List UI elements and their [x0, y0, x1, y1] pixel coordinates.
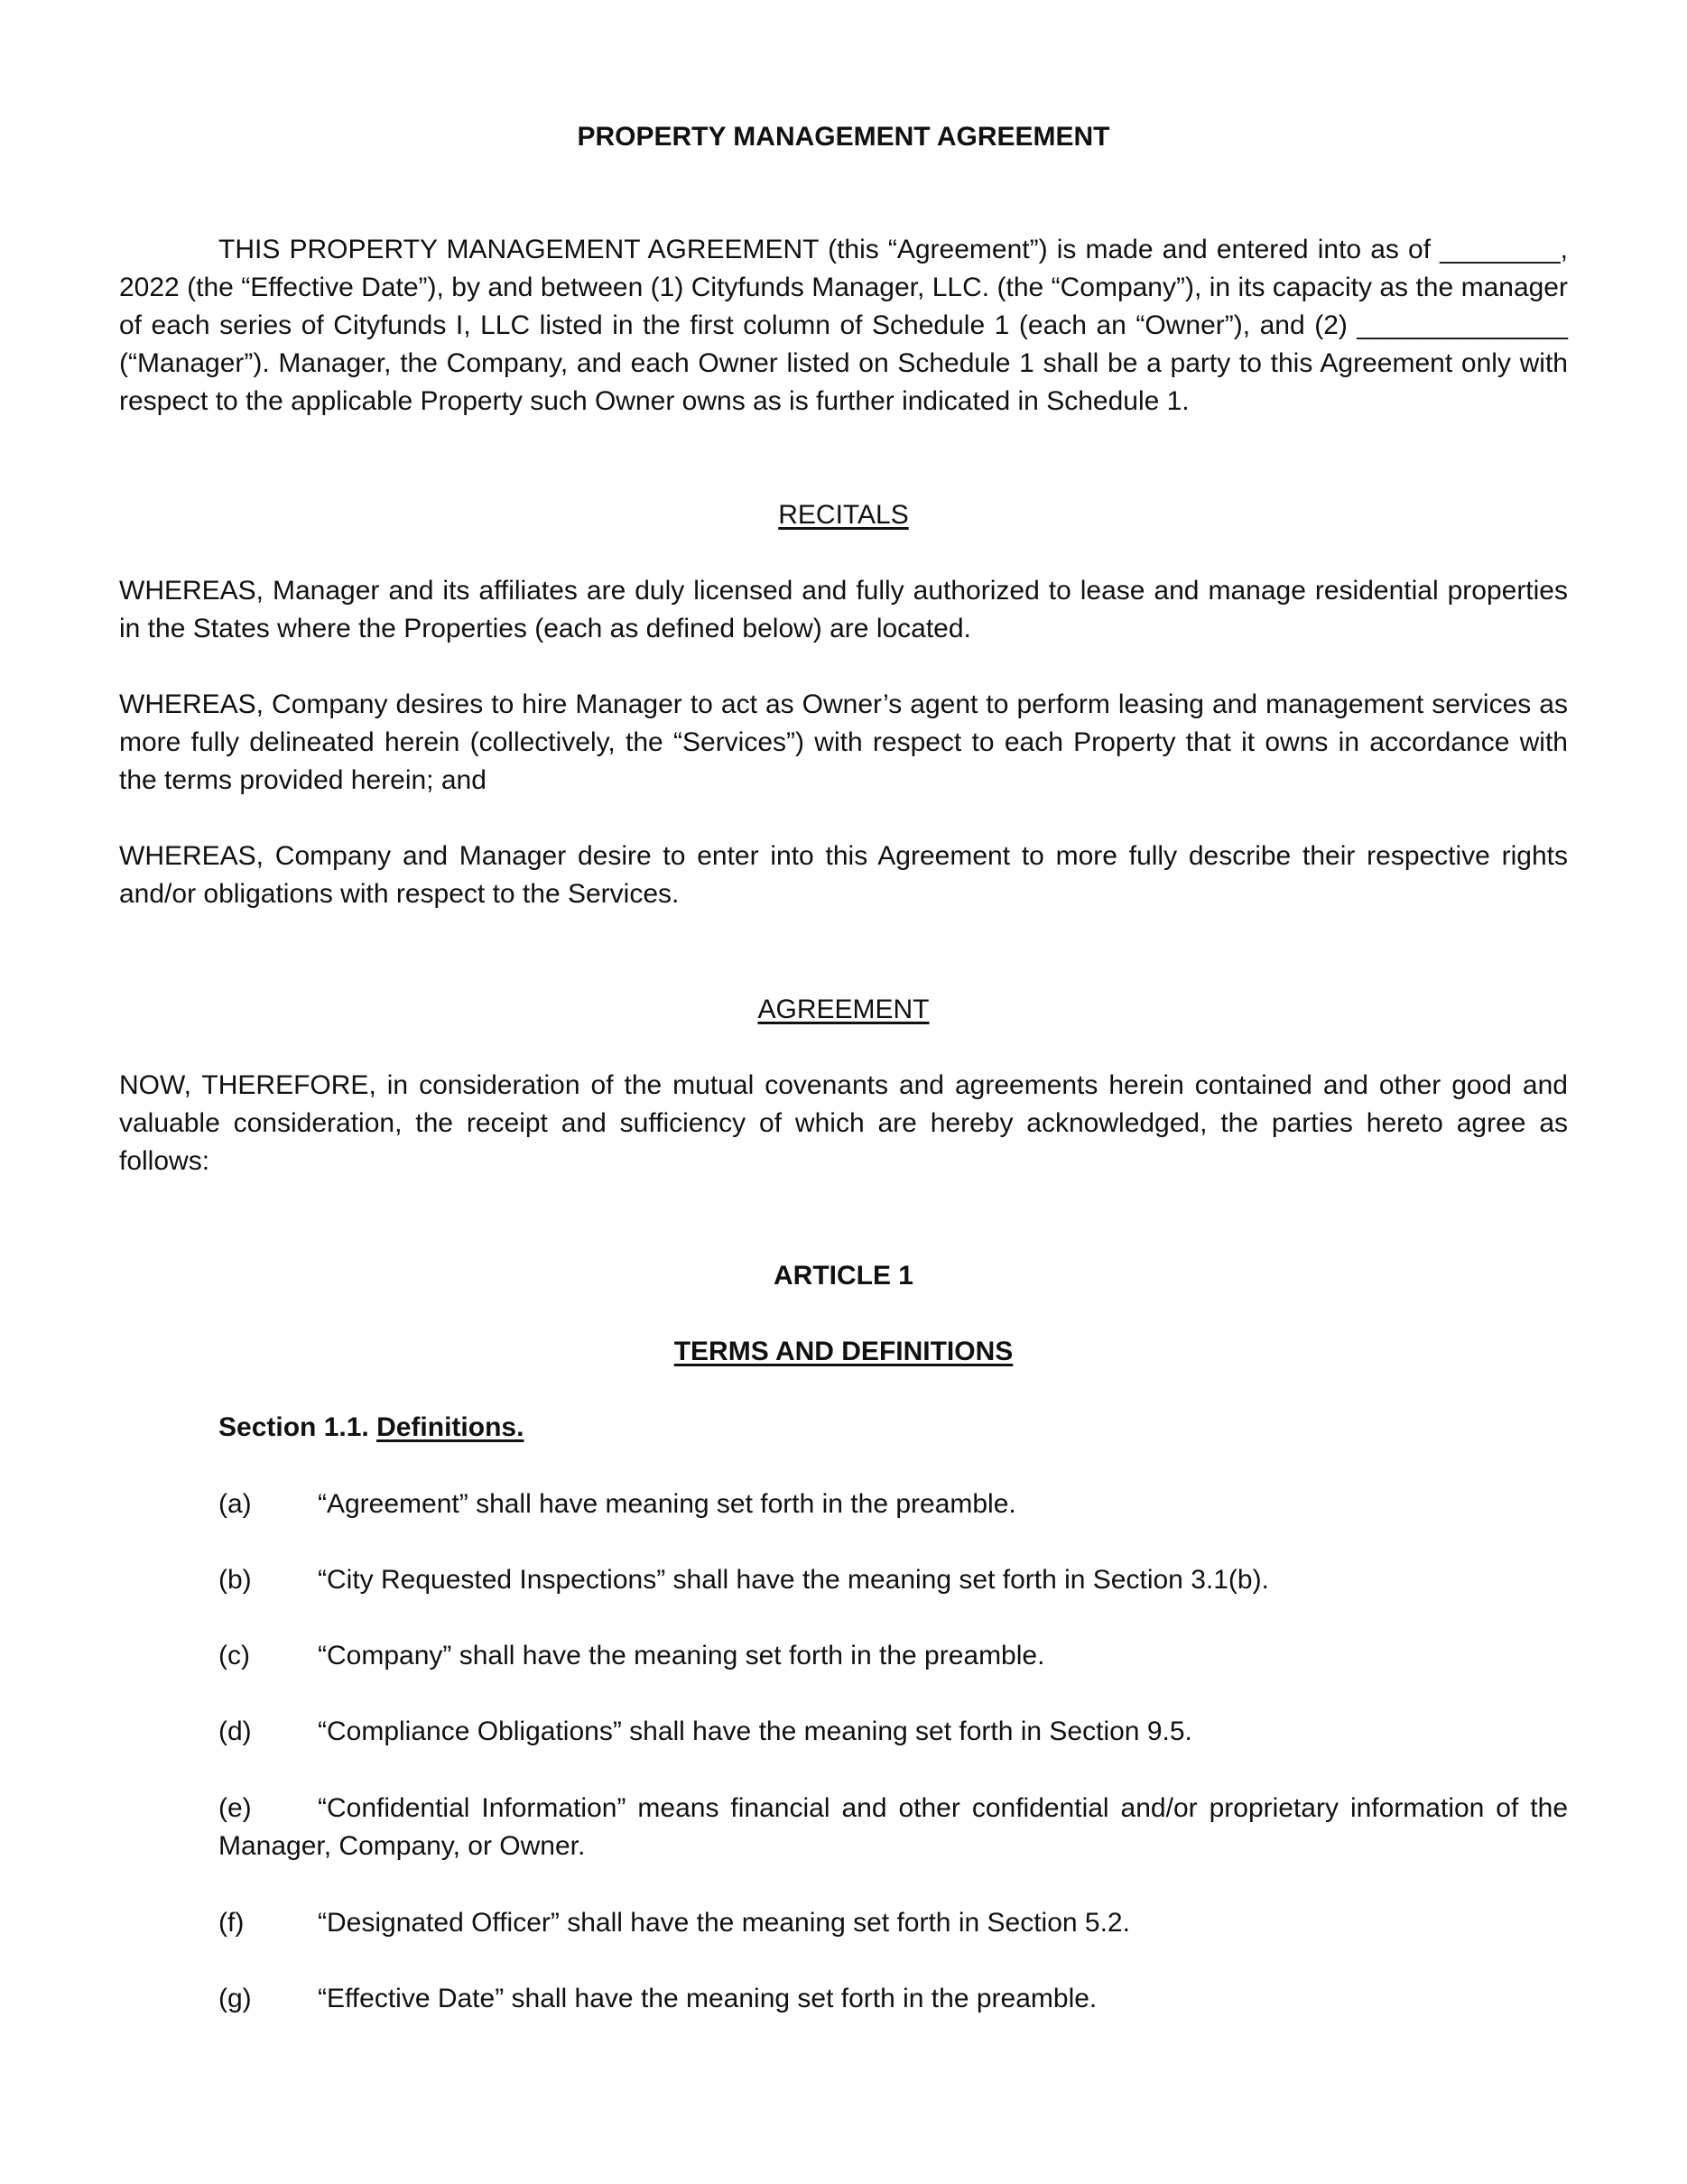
definition-c [218, 1637, 1568, 1675]
agreement-paragraph: NOW, THEREFORE, in consideration of the mutual covenants and agreements herein contained and other good and valuable consideration, the receipt and sufficiency of which are hereby acknowledged, the parties hereto agree as follows: [119, 1070, 1568, 1176]
article-number: ARTICLE 1 [773, 1261, 913, 1291]
definition-label: (c) [218, 1641, 250, 1670]
section-heading [218, 1409, 524, 1447]
definition-g [218, 1980, 1568, 2018]
definition-text: “City Requested Inspections” shall have the meaning set forth in Section 3.1(b). [318, 1565, 1269, 1595]
document-title: PROPERTY MANAGEMENT AGREEMENT [577, 122, 1110, 152]
agreement-heading: AGREEMENT [757, 995, 930, 1024]
recital-paragraph-2: WHEREAS, Company desires to hire Manager to act as Owner’s agent to perform leasing and management services as more fully delineated herein (collectively, the “Services”) with respect to each Property that it owns in accordance with the terms provided herein; and [119, 689, 1568, 795]
definition-d [218, 1713, 1568, 1751]
definition-a [218, 1485, 1568, 1523]
definition-text: “Effective Date” shall have the meaning set forth in the preamble. [318, 1984, 1098, 2013]
definition-text: “Confidential Information” means financial and other confidential and/or proprietary information of the Manager, Company, or Owner. [218, 1793, 1568, 1861]
definition-f [218, 1904, 1568, 1942]
section-number: Section 1.1. [218, 1412, 369, 1442]
definition-label: (g) [218, 1984, 252, 2013]
definition-label: (d) [218, 1717, 252, 1746]
article-title: TERMS AND DEFINITIONS [673, 1337, 1014, 1366]
preamble-paragraph: THIS PROPERTY MANAGEMENT AGREEMENT (this “Agreement”) is made and entered into as of ________, 2022 (the “Effective Date”), by and between (1) Cityfunds Manager, LLC. (the “Company”), in its capacity as the manager of each series of Cityfunds I, LLC listed in the first column of Schedule 1 (each an “Owner”), and (2) ______________ (“Manager”). Manager, the Company, and each Owner listed on Schedule 1 shall be a party to this Agreement only with respect to the applicable Property such Owner owns as is further indicated in Schedule 1. [119, 235, 1568, 416]
recital-paragraph-1: WHEREAS, Manager and its affiliates are duly licensed and fully authorized to lease and manage residential properties in the States where the Properties (each as defined below) are located. [119, 576, 1568, 643]
definition-b [218, 1561, 1568, 1599]
definition-text: “Agreement” shall have meaning set forth in the preamble. [318, 1489, 1016, 1519]
definition-label: (e) [218, 1793, 252, 1823]
definition-text: “Compliance Obligations” shall have the meaning set forth in Section 9.5. [318, 1717, 1192, 1746]
definition-e [218, 1790, 1568, 1865]
definition-label: (a) [218, 1489, 252, 1519]
definition-text: “Designated Officer” shall have the meaning set forth in Section 5.2. [318, 1908, 1130, 1938]
section-title: Definitions. [376, 1412, 524, 1442]
recital-paragraph-3: WHEREAS, Company and Manager desire to enter into this Agreement to more fully describe their respective rights and/or obligations with respect to the Services. [119, 841, 1568, 909]
definition-text: “Company” shall have the meaning set forth in the preamble. [318, 1641, 1045, 1670]
definition-label: (f) [218, 1908, 245, 1938]
definition-label: (b) [218, 1565, 252, 1595]
recitals-heading: RECITALS [778, 500, 909, 530]
